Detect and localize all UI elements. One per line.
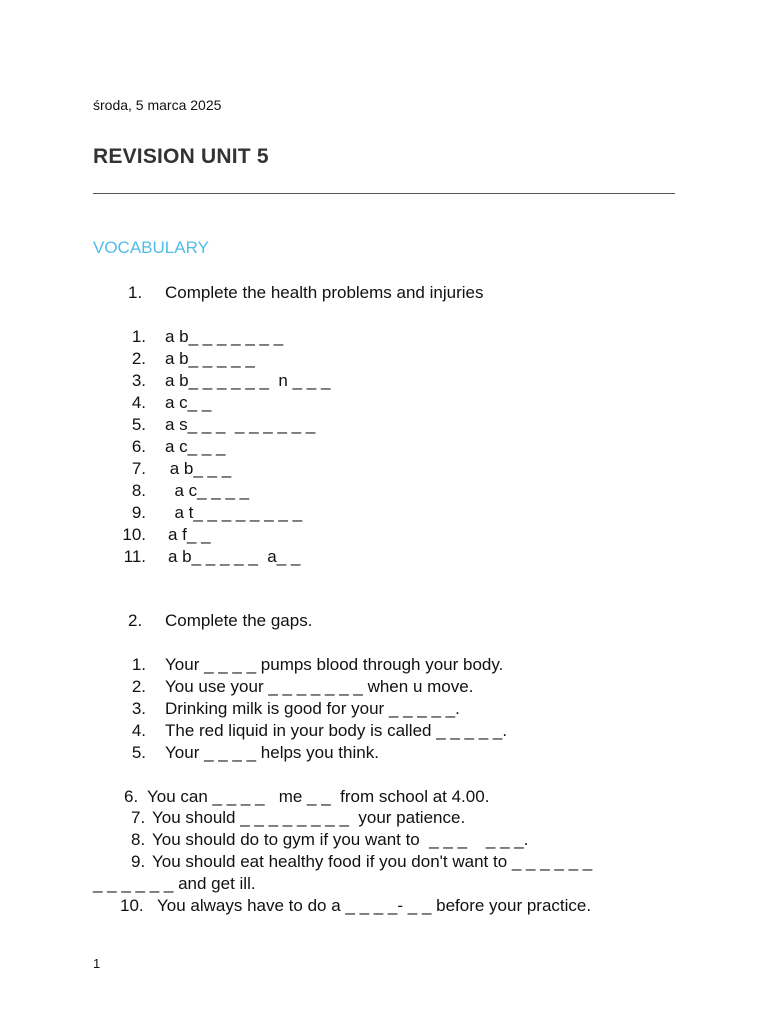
document-date: środa, 5 marca 2025 [93, 97, 222, 113]
list-item-number: 2. [131, 677, 146, 696]
list-item: a b_ _ _ _ _ _ n _ _ _ [165, 371, 331, 390]
list-item-number: 4. [131, 393, 146, 412]
list-item: a c_ _ _ [165, 437, 226, 456]
list-item-number: 8. [131, 830, 146, 849]
list-item: a b_ _ _ _ _ a_ _ [168, 547, 301, 566]
task-1-number: 1. [128, 283, 143, 302]
page-title: REVISION UNIT 5 [93, 145, 269, 168]
list-item-number: 2. [131, 349, 146, 368]
list-item: a t_ _ _ _ _ _ _ _ [165, 503, 303, 522]
list-item: You can _ _ _ _ me _ _ from school at 4.00. [147, 787, 490, 806]
task-1-instruction: Complete the health problems and injuries [165, 283, 484, 302]
list-item: a c_ _ [165, 393, 212, 412]
task-2-instruction: Complete the gaps. [165, 611, 313, 630]
list-item-number: 5. [131, 415, 146, 434]
list-item-number: 1. [131, 327, 146, 346]
list-item-number: 10. [122, 525, 146, 544]
page-number: 1 [93, 956, 101, 971]
list-item-number: 3. [131, 371, 146, 390]
list-item-number: 9. [131, 503, 146, 522]
list-item: _ _ _ _ _ _ and get ill. [93, 874, 256, 893]
list-item: Drinking milk is good for your _ _ _ _ _. [165, 699, 460, 718]
list-item-number: 1. [131, 655, 146, 674]
list-item: You always have to do a _ _ _ _- _ _ before your practice. [157, 896, 592, 915]
list-item: a b_ _ _ [165, 459, 232, 478]
list-item: The red liquid in your body is called _ _ _ _ _. [165, 721, 508, 740]
list-item-number: 7. [131, 459, 146, 478]
list-item-number: 11. [123, 547, 146, 566]
divider-line [93, 193, 675, 194]
list-item-number: 5. [131, 743, 146, 762]
list-item: Your _ _ _ _ helps you think. [165, 743, 379, 762]
list-item-number: 6. [131, 437, 146, 456]
list-item-number: 8. [131, 481, 146, 500]
list-item: a f_ _ [168, 525, 211, 544]
list-item: You should eat healthy food if you don't want to _ _ _ _ _ _ [152, 852, 593, 871]
list-item: You use your _ _ _ _ _ _ _ when u move. [165, 677, 474, 696]
section-heading: VOCABULARY [93, 238, 209, 257]
list-item: You should do to gym if you want to _ _ _ _ _ _. [152, 830, 529, 849]
list-item: a c_ _ _ _ [165, 481, 250, 500]
list-item-number: 3. [131, 699, 146, 718]
list-item: a s_ _ _ _ _ _ _ _ _ [165, 415, 316, 434]
list-item: a b_ _ _ _ _ _ _ [165, 327, 284, 346]
list-item: Your _ _ _ _ pumps blood through your body. [165, 655, 504, 674]
list-item-number: 10. [120, 896, 144, 915]
list-item-number: 6. [124, 787, 139, 806]
list-item-number: 4. [131, 721, 146, 740]
list-item-number: 9. [131, 852, 146, 871]
list-item: You should _ _ _ _ _ _ _ _ your patience. [152, 808, 466, 827]
list-item-number: 7. [131, 808, 146, 827]
list-item: a b_ _ _ _ _ [165, 349, 255, 368]
task-2-number: 2. [128, 611, 143, 630]
